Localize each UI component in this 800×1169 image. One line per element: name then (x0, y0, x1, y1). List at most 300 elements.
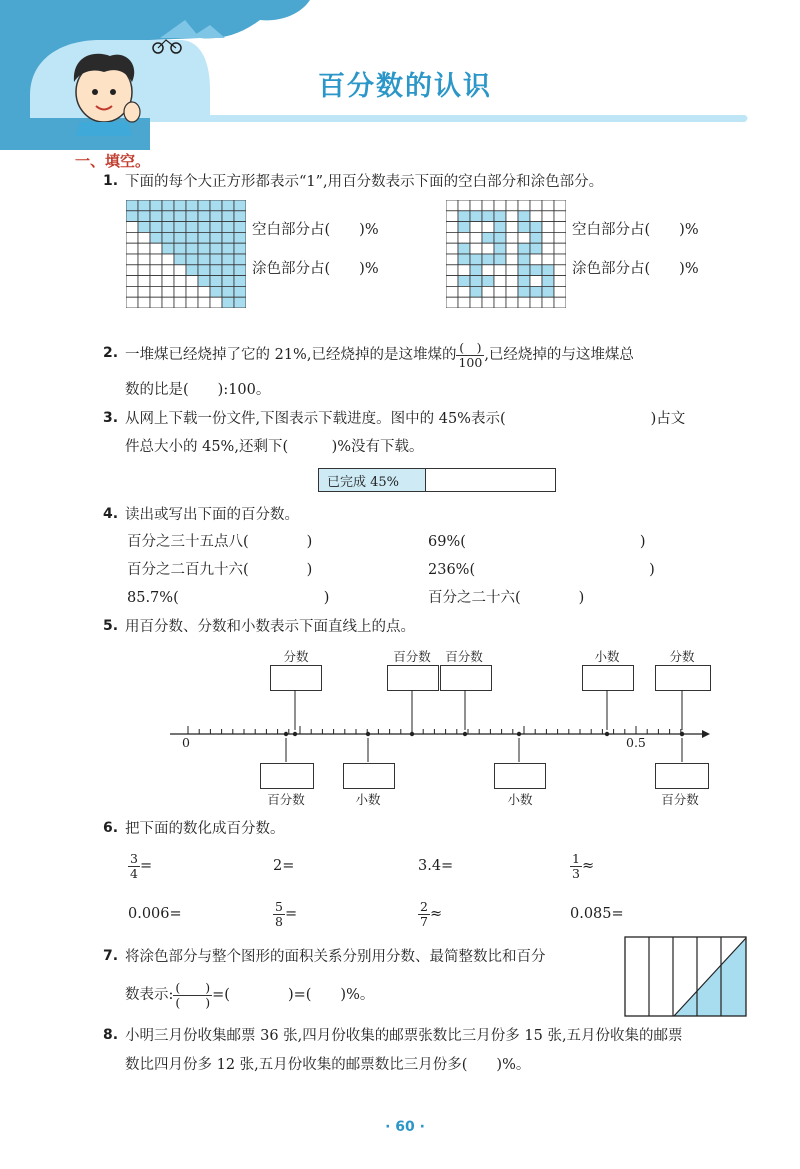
shaded-rectangle-figure (624, 936, 748, 1018)
grid-cell (542, 222, 554, 233)
grid-cell (126, 243, 138, 254)
grid-cell (482, 265, 494, 276)
operator: = (139, 858, 153, 874)
grid-cell (138, 232, 150, 243)
grid-cell (482, 243, 494, 254)
page-title: 百分数的认识 (318, 71, 492, 102)
question-number: 7. (103, 948, 119, 964)
grid-cell (126, 297, 138, 308)
grid-cell (186, 211, 198, 222)
grid-cell (222, 254, 234, 265)
grid-cell (150, 211, 162, 222)
grid-cell (186, 286, 198, 297)
percent-item: 69%( ) (428, 534, 646, 550)
grid-cell (234, 265, 246, 276)
grid-cell (494, 211, 506, 222)
grid-cell (458, 200, 470, 211)
grid-cell (458, 232, 470, 243)
grid-cell (222, 297, 234, 308)
grid-cell (162, 243, 174, 254)
question-number: 1. (103, 173, 119, 189)
grid-cell (494, 254, 506, 265)
grid-cell (446, 243, 458, 254)
bottom-label: 百分数 (267, 792, 305, 807)
grid-cell (138, 265, 150, 276)
hundred-grid-left (126, 200, 246, 308)
axis-point (293, 732, 297, 736)
grid-cell (162, 222, 174, 233)
grid-cell (506, 254, 518, 265)
grid-cell (458, 265, 470, 276)
grid-cell (222, 243, 234, 254)
grid-cell (150, 232, 162, 243)
grid-cell (506, 200, 518, 211)
grid-cell (210, 222, 222, 233)
grid-cell (198, 265, 210, 276)
grid-cell (470, 243, 482, 254)
grid-cell (542, 211, 554, 222)
operator: = (284, 906, 298, 922)
grid-cell (222, 211, 234, 222)
grid-cell (518, 254, 530, 265)
grid-cell (494, 286, 506, 297)
percent-item: 85.7%( ) (127, 590, 330, 606)
section-heading: 一、填空。 (75, 152, 151, 170)
axis-point (284, 732, 288, 736)
grid-cell (186, 243, 198, 254)
grid-cell (542, 286, 554, 297)
grid-cell (518, 297, 530, 308)
grid-cell (458, 286, 470, 297)
grid-cell (494, 222, 506, 233)
bottom-label: 百分数 (661, 792, 699, 807)
bottom-label: 小数 (355, 792, 381, 807)
grid-cell (162, 297, 174, 308)
grid-cell (234, 211, 246, 222)
grid-cell (186, 232, 198, 243)
grid-cell (494, 232, 506, 243)
grid-cell (138, 211, 150, 222)
answer-box (440, 665, 492, 691)
conversion-item (128, 848, 152, 884)
fraction-numerator: 2 (420, 898, 428, 914)
answer-box (260, 763, 314, 789)
grid-cell (138, 276, 150, 287)
question-text: 小明三月份收集邮票 36 张,四月份收集的邮票张数比三月份多 15 张,五月份收集的邮票 (125, 1028, 683, 1044)
grid-cell (542, 276, 554, 287)
fraction (418, 900, 430, 929)
grid-cell (198, 200, 210, 211)
grid-cell (174, 276, 186, 287)
progress-label: 已完成 45% (327, 475, 400, 490)
answer-box (270, 665, 322, 691)
grid-cell (150, 243, 162, 254)
question-line (125, 975, 374, 1015)
answer-box (494, 763, 546, 789)
grid-cell (470, 200, 482, 211)
grid-cell (150, 200, 162, 211)
grid-cell (530, 286, 542, 297)
grid-cell (138, 254, 150, 265)
grid-cell (222, 232, 234, 243)
grid-cell (198, 222, 210, 233)
conversion-item (570, 848, 594, 884)
grid-cell (174, 297, 186, 308)
grid-cell (494, 200, 506, 211)
top-label: 分数 (669, 649, 695, 664)
grid-cell (150, 297, 162, 308)
grid-cell (518, 265, 530, 276)
grid-cell (554, 200, 566, 211)
grid-cell (222, 222, 234, 233)
bottom-label: 小数 (507, 792, 533, 807)
question-line (125, 333, 634, 377)
fraction-denominator: 8 (275, 913, 283, 929)
grid-cell (542, 297, 554, 308)
question-number: 6. (103, 820, 119, 836)
grid-cell (126, 276, 138, 287)
grid-cell (186, 276, 198, 287)
grid-cell (162, 254, 174, 265)
grid-cell (210, 297, 222, 308)
grid-cell (482, 211, 494, 222)
grid-cell (554, 222, 566, 233)
shaded-part-answer-left: 涂色部分占( )% (252, 261, 379, 277)
grid-cell (150, 265, 162, 276)
grid-cell (530, 254, 542, 265)
grid-cell (174, 286, 186, 297)
top-label: 分数 (283, 649, 309, 664)
grid-cell (162, 232, 174, 243)
conversion-item: 0.085= (570, 906, 624, 922)
question-number: 5. (103, 618, 119, 634)
grid-cell (138, 200, 150, 211)
fraction (173, 981, 212, 1010)
grid-cell (482, 297, 494, 308)
fraction-denominator: 4 (130, 865, 138, 881)
question-text: ,已经烧掉的与这堆煤总 (484, 347, 634, 363)
fraction (273, 900, 285, 929)
grid-cell (210, 286, 222, 297)
question-text: 一堆煤已经烧掉了它的 21%,已经烧掉的是这堆煤的 (125, 347, 457, 363)
grid-cell (542, 254, 554, 265)
grid-cell (518, 286, 530, 297)
fraction (570, 852, 582, 881)
grid-cell (554, 276, 566, 287)
grid-cell (126, 265, 138, 276)
grid-cell (174, 200, 186, 211)
grid-cell (542, 232, 554, 243)
grid-cell (482, 276, 494, 287)
grid-cell (446, 232, 458, 243)
question-text: 数比四月份多 12 张,五月份收集的邮票数比三月份多( )%。 (125, 1057, 531, 1073)
grid-cell (506, 286, 518, 297)
grid-cell (138, 222, 150, 233)
grid-cell (446, 200, 458, 211)
grid-cell (518, 222, 530, 233)
grid-cell (186, 200, 198, 211)
grid-cell (234, 232, 246, 243)
grid-cell (174, 243, 186, 254)
fraction-numerator: ( ) (456, 341, 484, 356)
grid-cell (482, 254, 494, 265)
grid-cell (174, 254, 186, 265)
number-line (0, 690, 800, 764)
axis-point (517, 732, 521, 736)
grid-cell (162, 200, 174, 211)
grid-cell (470, 211, 482, 222)
grid-cell (470, 265, 482, 276)
grid-cell (506, 232, 518, 243)
grid-cell (554, 211, 566, 222)
grid-cell (542, 243, 554, 254)
grid-cell (186, 222, 198, 233)
grid-cell (506, 297, 518, 308)
conversion-item (418, 896, 442, 932)
grid-cell (554, 265, 566, 276)
grid-cell (518, 243, 530, 254)
grid-cell (138, 297, 150, 308)
answer-box (655, 665, 711, 691)
grid-cell (494, 276, 506, 287)
grid-cell (222, 276, 234, 287)
grid-cell (470, 286, 482, 297)
grid-cell (162, 265, 174, 276)
fraction-denominator: 100 (458, 354, 483, 370)
grid-cell (458, 211, 470, 222)
grid-cell (210, 276, 222, 287)
percent-item: 236%( ) (428, 562, 655, 578)
fraction-denominator: ( ) (175, 994, 211, 1010)
question-text: 数的比是( ):100。 (125, 382, 271, 398)
grid-cell (506, 265, 518, 276)
top-label: 百分数 (393, 649, 431, 664)
grid-cell (554, 286, 566, 297)
grid-cell (234, 286, 246, 297)
percent-item: 百分之二百九十六( ) (127, 562, 313, 578)
grid-cell (458, 222, 470, 233)
shaded-part-answer-right: 涂色部分占( )% (572, 261, 699, 277)
question-number: 8. (103, 1027, 119, 1043)
top-label: 百分数 (445, 649, 483, 664)
grid-cell (554, 254, 566, 265)
grid-cell (126, 286, 138, 297)
grid-cell (150, 222, 162, 233)
axis-arrowhead (702, 730, 710, 738)
grid-cell (494, 243, 506, 254)
grid-cell (198, 211, 210, 222)
operator: ≈ (429, 906, 443, 922)
grid-cell (126, 200, 138, 211)
blank-part-answer-left: 空白部分占( )% (252, 222, 379, 238)
grid-cell (174, 232, 186, 243)
fraction-denominator: 7 (420, 913, 428, 929)
top-label: 小数 (594, 649, 620, 664)
fraction (456, 341, 484, 370)
grid-cell (470, 232, 482, 243)
fraction-numerator: ( ) (175, 979, 211, 995)
grid-cell (518, 200, 530, 211)
grid-cell (222, 200, 234, 211)
question-number: 2. (103, 345, 119, 361)
download-progress-bar (318, 468, 556, 492)
grid-cell (482, 286, 494, 297)
grid-cell (234, 276, 246, 287)
question-text: =( )=( )%。 (212, 987, 375, 1003)
grid-cell (446, 254, 458, 265)
answer-box (655, 763, 709, 789)
grid-cell (138, 243, 150, 254)
grid-cell (530, 276, 542, 287)
conversion-item: 3.4= (418, 858, 454, 874)
grid-cell (542, 200, 554, 211)
grid-cell (470, 276, 482, 287)
grid-cell (482, 232, 494, 243)
grid-cell (446, 265, 458, 276)
grid-cell (150, 254, 162, 265)
grid-cell (150, 286, 162, 297)
grid-cell (506, 211, 518, 222)
question-text: 读出或写出下面的百分数。 (125, 507, 299, 523)
grid-cell (530, 211, 542, 222)
grid-cell (446, 297, 458, 308)
question-text: 下面的每个大正方形都表示“1”,用百分数表示下面的空白部分和涂色部分。 (125, 174, 604, 190)
grid-cell (446, 276, 458, 287)
fraction-numerator: 1 (572, 850, 580, 866)
grid-cell (458, 297, 470, 308)
grid-cell (126, 222, 138, 233)
grid-cell (494, 297, 506, 308)
axis-point (605, 732, 609, 736)
grid-cell (506, 222, 518, 233)
conversion-item: 2= (273, 858, 295, 874)
answer-box (387, 665, 439, 691)
grid-cell (198, 232, 210, 243)
grid-cell (186, 254, 198, 265)
grid-cell (482, 200, 494, 211)
grid-cell (506, 243, 518, 254)
grid-cell (222, 286, 234, 297)
grid-cell (222, 265, 234, 276)
grid-cell (126, 232, 138, 243)
grid-cell (186, 297, 198, 308)
grid-cell (554, 243, 566, 254)
grid-cell (174, 211, 186, 222)
grid-cell (530, 297, 542, 308)
question-number: 4. (103, 506, 119, 522)
grid-cell (542, 265, 554, 276)
fraction-denominator: 3 (572, 865, 580, 881)
grid-cell (446, 222, 458, 233)
conversion-item (273, 896, 297, 932)
grid-cell (518, 211, 530, 222)
grid-cell (198, 286, 210, 297)
grid-cell (234, 243, 246, 254)
grid-cell (198, 254, 210, 265)
fraction-numerator: 5 (275, 898, 283, 914)
question-number: 3. (103, 410, 119, 426)
page-number: · 60 · (385, 1119, 425, 1135)
grid-cell (446, 211, 458, 222)
grid-cell (554, 297, 566, 308)
grid-cell (530, 232, 542, 243)
grid-cell (174, 222, 186, 233)
grid-cell (162, 276, 174, 287)
grid-cell (234, 200, 246, 211)
grid-cell (210, 200, 222, 211)
grid-cell (234, 297, 246, 308)
axis-point (366, 732, 370, 736)
question-text: 从网上下载一份文件,下图表示下载进度。图中的 45%表示( )占文 (125, 411, 686, 427)
grid-cell (210, 254, 222, 265)
axis-start-label: 0 (182, 735, 190, 750)
grid-cell (458, 254, 470, 265)
grid-cell (470, 222, 482, 233)
grid-cell (518, 276, 530, 287)
grid-cell (446, 286, 458, 297)
blank-part-answer-right: 空白部分占( )% (572, 222, 699, 238)
fraction-numerator: 3 (130, 850, 138, 866)
grid-cell (470, 254, 482, 265)
grid-cell (210, 243, 222, 254)
grid-cell (458, 276, 470, 287)
answer-box (582, 665, 634, 691)
grid-cell (530, 200, 542, 211)
grid-cell (530, 243, 542, 254)
grid-cell (530, 265, 542, 276)
grid-cell (126, 254, 138, 265)
grid-cell (458, 243, 470, 254)
conversion-item: 0.006= (128, 906, 182, 922)
question-text: 把下面的数化成百分数。 (125, 821, 285, 837)
grid-cell (150, 276, 162, 287)
percent-item: 百分之三十五点八( ) (127, 534, 313, 550)
grid-cell (198, 243, 210, 254)
axis-point (410, 732, 414, 736)
fraction (128, 852, 140, 881)
grid-cell (494, 265, 506, 276)
grid-cell (174, 265, 186, 276)
axis-mark-label: 0.5 (626, 735, 646, 750)
hundred-grid-right (446, 200, 566, 308)
grid-cell (234, 254, 246, 265)
percent-item: 百分之二十六( ) (428, 590, 585, 606)
grid-cell (126, 211, 138, 222)
grid-cell (210, 211, 222, 222)
operator: ≈ (581, 858, 595, 874)
grid-cell (234, 222, 246, 233)
grid-cell (186, 265, 198, 276)
question-text: 件总大小的 45%,还剩下( )%没有下载。 (125, 439, 424, 455)
grid-cell (198, 297, 210, 308)
question-text: 将涂色部分与整个图形的面积关系分别用分数、最简整数比和百分 (125, 949, 546, 965)
grid-cell (554, 232, 566, 243)
question-text: 数表示: (125, 987, 174, 1003)
grid-cell (518, 232, 530, 243)
grid-cell (162, 211, 174, 222)
grid-cell (162, 286, 174, 297)
question-text: 用百分数、分数和小数表示下面直线上的点。 (125, 619, 415, 635)
axis-point (463, 732, 467, 736)
grid-cell (210, 232, 222, 243)
answer-box (343, 763, 395, 789)
grid-cell (198, 276, 210, 287)
grid-cell (138, 286, 150, 297)
grid-cell (210, 265, 222, 276)
axis-point (680, 732, 684, 736)
grid-cell (470, 297, 482, 308)
grid-cell (530, 222, 542, 233)
